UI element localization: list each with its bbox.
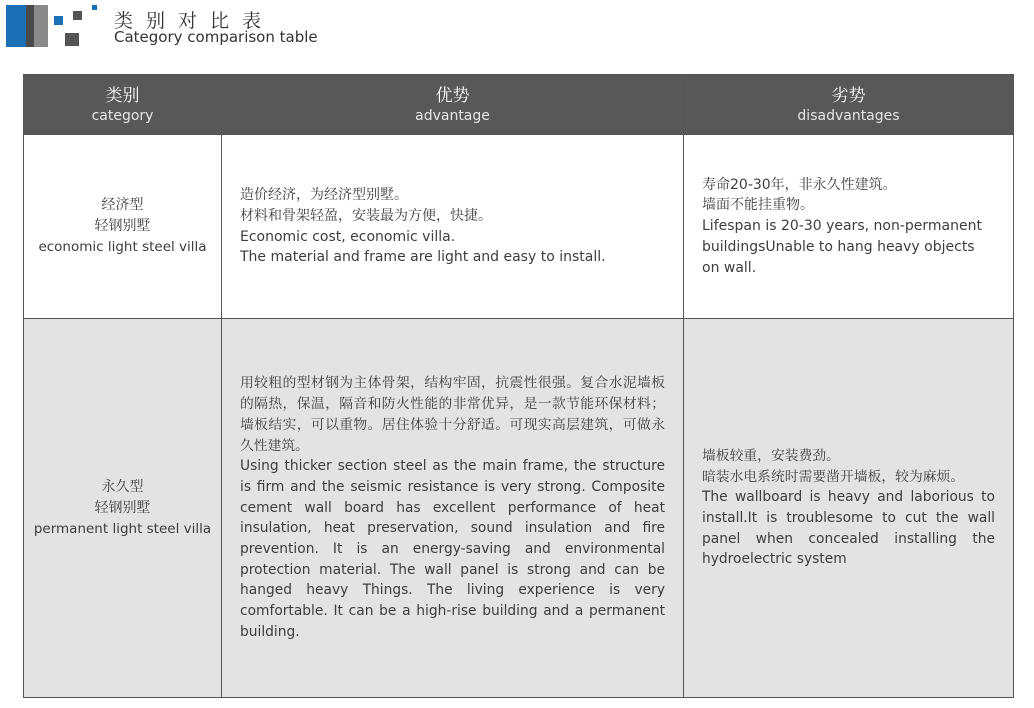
category-cell: 经济型 轻钢别墅 economic light steel villa bbox=[24, 135, 222, 319]
comparison-table bbox=[23, 74, 1014, 698]
advantage-cell: 造价经济，为经济型别墅。 材料和骨架轻盈，安装最为方便，快捷。 Economic cost, economic villa. The material and frame are light and easy to install. bbox=[222, 135, 684, 319]
column-header-disadvantages: 劣势 disadvantages bbox=[684, 75, 1014, 135]
advantage-cell: 用较粗的型材钢为主体骨架，结构牢固，抗震性很强。复合水泥墙板的隔热，保温，隔音和防火性能的非常优异，是一款节能环保材料；墙板结实，可以重物。居住体验十分舒适。可现实高层建筑，可做永久性建筑。 Using thicker section steel as the main frame, the structure is firm and the seismic resistance is very strong. Composite cement wall board has excellent performance of heat insulation, heat preservation, sound insulation and fire prevention. It is an energy-saving and environmental protection material. The wall panel is strong and can be hanged heavy Things. The living experience is very comfortable. It can be a high-rise building and a permanent building. bbox=[222, 319, 684, 698]
page-title-zh: 类别对比表 bbox=[114, 10, 275, 32]
category-cell: 永久型 轻钢别墅 permanent light steel villa bbox=[24, 319, 222, 698]
table-header-row bbox=[24, 75, 1014, 135]
disadvantage-cell: 寿命20-30年，非永久性建筑。 墙面不能挂重物。 Lifespan is 20-30 years, non-permanent buildingsUnable to hang heavy objects on wall. bbox=[684, 135, 1014, 319]
table-row bbox=[24, 135, 1014, 319]
page-title-en: Category comparison table bbox=[114, 28, 318, 46]
brand-logo-icon bbox=[6, 5, 106, 49]
disadvantage-cell: 墙板较重，安装费劲。 暗装水电系统时需要凿开墙板，较为麻烦。 The wallboard is heavy and laborious to install.It is troublesome to cut the wall panel when concealed installing the hydroelectric system bbox=[684, 319, 1014, 698]
column-header-advantage: 优势 advantage bbox=[222, 75, 684, 135]
table-row bbox=[24, 319, 1014, 698]
column-header-category: 类别 category bbox=[24, 75, 222, 135]
